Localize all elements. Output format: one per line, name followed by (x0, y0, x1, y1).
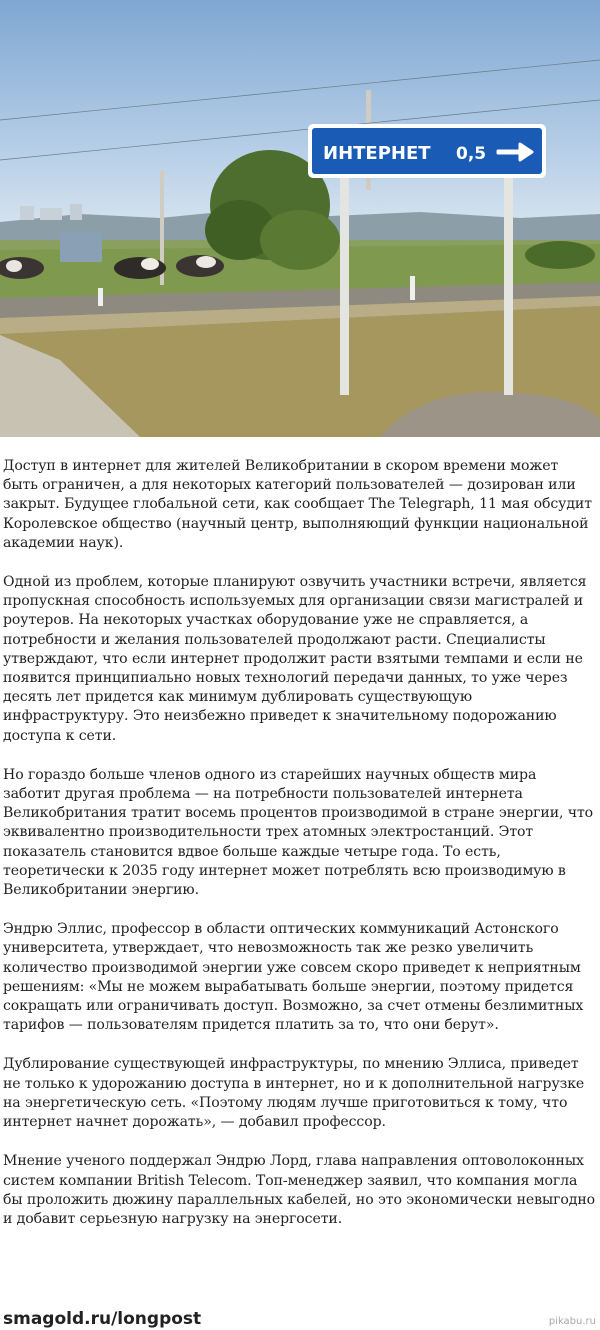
article-paragraph: Мнение ученого поддержал Эндрю Лорд, глава направления оптоволоконных систем компании British Telecom. Топ-менеджер заявил, что компания могла бы проложить дюжину параллельных кабелей, но это экономически невыгодно и добавит серьезную нагрузку на энергосети. (3, 1153, 596, 1227)
distant-building (40, 208, 62, 220)
distant-building (70, 204, 82, 220)
sign-post-left (340, 175, 349, 395)
article-paragraph: Эндрю Эллис, профессор в области оптических коммуникаций Астонского университета, утверждает, что невозможность так же резко увеличить количество производимой энергии уже совсем скоро приведет к неприятным решениям: «Мы не можем вырабатывать больше энергии, поэтому придется сокращать или ограничивать доступ. Возможно, за счет отмены безлимитных тарифов — пользователям придется платить за то, что они берут». (3, 921, 584, 1034)
article-body (3, 457, 597, 1249)
sign-post-right (504, 175, 513, 395)
road-sign (308, 124, 546, 178)
distant-building (20, 206, 34, 220)
article-paragraph: Дублирование существующей инфраструктуры, по мнению Эллиса, приведет не только к удорожанию доступа в интернет, но и к дополнительной нагрузке на энергетическую сеть. «Поэтому людям лучше приготовиться к тому, что интернет начнет дорожать», — добавил профессор. (3, 1056, 585, 1131)
road-post (98, 288, 103, 306)
bus-stop (60, 232, 102, 262)
article-photo (0, 0, 600, 437)
article-paragraph: Доступ в интернет для жителей Великобритании в скором времени может быть ограничен, а для некоторых категорий пользователей — дозирован или закрыт. Будущее глобальной сети, как сообщает The Telegraph, 11 мая обсудит Королевское общество (научный центр, выполняющий функции национальной академии наук). (3, 458, 592, 551)
source-link[interactable]: smagold.ru/longpost (3, 1309, 202, 1329)
watermark: pikabu.ru (548, 1316, 596, 1327)
article-paragraph: Одной из проблем, которые планируют озвучить участники встречи, является пропускная способность используемых для организации связи магистралей и роутеров. На некоторых участках оборудование уже не справляется, а потребности и желания пользователей продолжают расти. Специалисты утверждают, что если интернет продолжит расти взятыми темпами и если не появится принципиально новых технологий передачи данных, то уже через десять лет придется как минимум дублировать существующую инфраструктуру. Это неизбежно приведет к значительному подорожанию доступа к сети. (3, 574, 587, 744)
shrub (525, 241, 595, 269)
sign-text: ИНТЕРНЕТ (323, 143, 431, 164)
article-paragraph: Но гораздо больше членов одного из старейших научных обществ мира заботит другая проблема — на потребности пользователей интернета Великобритания тратит восемь процентов производимой в стране энергии, что эквивалентно производительности трех атомных электростанций. Этот показатель становится вдвое больше каждые четыре года. То есть, теоретически к 2035 году интернет может потреблять всю производимую в Великобритании энергию. (3, 766, 594, 899)
sign-distance: 0,5 (456, 144, 487, 164)
tree (260, 210, 340, 270)
road-post (410, 276, 415, 300)
